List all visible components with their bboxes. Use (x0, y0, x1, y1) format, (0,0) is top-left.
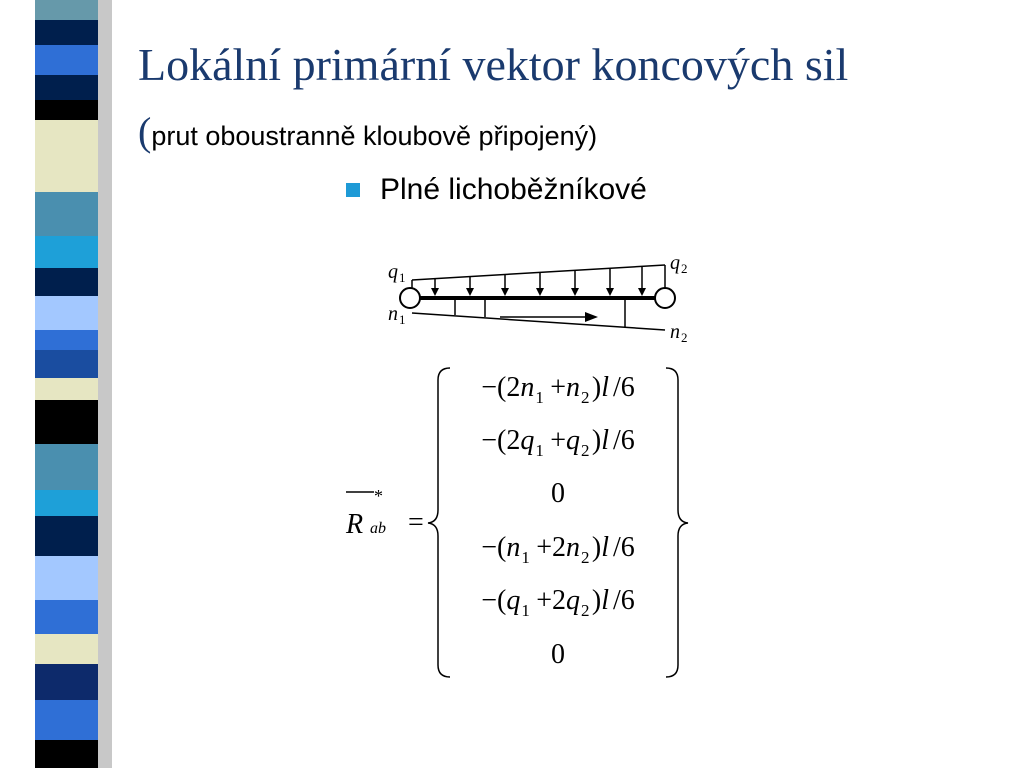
vector-row-1: $-(2n_1$ $+n_2$ )l /6 (481, 372, 635, 407)
strip-band (35, 664, 98, 700)
slide-title: Lokální primární vektor koncových sil (138, 39, 849, 90)
vector-row-6: 0 (551, 639, 565, 670)
vector-row-3: 0 (551, 478, 565, 509)
strip-band (35, 268, 98, 296)
strip-band (35, 350, 98, 378)
force-vector-formula (330, 360, 700, 690)
vector-rows (481, 372, 635, 670)
right-hinge-icon (655, 288, 675, 308)
strip-band (35, 556, 98, 600)
strip-band (35, 400, 98, 444)
label-q2: $q_2$ (670, 252, 688, 276)
decorative-strip (0, 0, 120, 768)
down-arrow-icon (536, 288, 544, 296)
strip-band (35, 192, 98, 236)
bullet-item (346, 173, 647, 207)
equals-sign: = (408, 507, 424, 538)
lhs-superscript: * (374, 486, 383, 506)
strip-band (35, 634, 98, 664)
strip-band (35, 600, 98, 634)
strip-band (35, 740, 98, 768)
axial-load-lines (412, 300, 665, 330)
strip-band (35, 45, 98, 75)
strip-band (35, 490, 98, 516)
strip-band (35, 516, 98, 556)
vector-row-4: $-(n_1$ $+2n_2$ )l /6 (481, 532, 635, 567)
down-arrow-icon (638, 288, 646, 296)
right-curly-brace (666, 368, 688, 677)
axial-arrow-head-icon (585, 312, 598, 322)
subtitle-close-paren: ) (588, 121, 598, 151)
vector-row-2: $-(2q_1$ $+q_2$ )l /6 (481, 425, 635, 460)
strip-band (35, 378, 98, 400)
strip-band (35, 296, 98, 330)
slide-subtitle (138, 108, 597, 156)
down-arrow-icon (606, 288, 614, 296)
label-n1: $n_1$ (388, 303, 406, 327)
vector-row-5: $-(q_1$ $+2q_2$ )l /6 (481, 585, 635, 620)
down-arrow-icon (431, 288, 439, 296)
strip-shadow (98, 0, 112, 768)
strip-band (35, 236, 98, 268)
strip-band (35, 700, 98, 740)
strip-band (35, 148, 98, 192)
lhs-subscript: ab (370, 520, 386, 537)
label-q1: $q_1$ (388, 261, 406, 285)
strip-band (35, 0, 98, 20)
square-bullet-icon (346, 183, 360, 197)
lhs-symbol: R (346, 509, 364, 540)
subtitle-open-paren: ( (138, 109, 152, 154)
transverse-load-arrows (431, 266, 646, 296)
down-arrow-icon (571, 288, 579, 296)
beam-diagram (380, 245, 710, 355)
down-arrow-icon (501, 288, 509, 296)
strip-band (35, 330, 98, 350)
strip-band (35, 75, 98, 100)
strip-band (35, 444, 98, 490)
subtitle-text: prut oboustranně kloubově připojený (151, 121, 589, 151)
down-arrow-icon (466, 288, 474, 296)
label-n2: $n_2$ (670, 321, 688, 345)
left-curly-brace (428, 368, 450, 677)
strip-band (35, 100, 98, 120)
left-hinge-icon (400, 288, 420, 308)
strip-band (35, 120, 98, 148)
bullet-text: Plné lichoběžníkové (380, 173, 647, 206)
strip-band (35, 20, 98, 45)
